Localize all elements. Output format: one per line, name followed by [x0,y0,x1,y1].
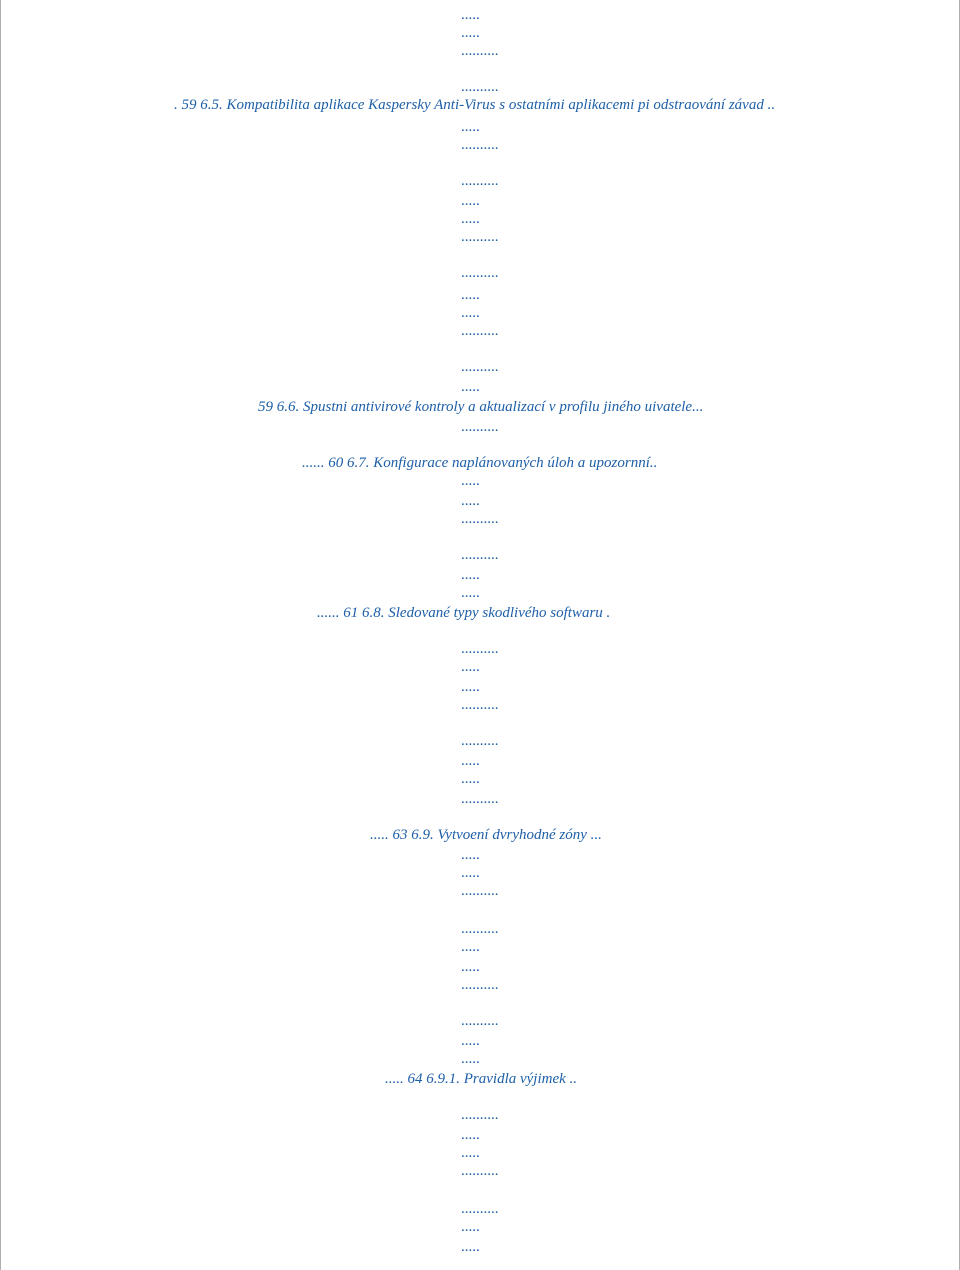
toc-entry-6-9[interactable]: ..... 63 6.9. Vytvoení dvryhodné zóny ... [370,827,602,843]
toc-entry-6-7[interactable]: ...... 60 6.7. Konfigurace naplánovaných úloh a upozornní.. [302,455,658,471]
toc-line: ..... [461,567,480,583]
toc-line: ..... [461,193,480,209]
toc-line: ..... [461,847,480,863]
toc-line: .......... [461,697,499,713]
toc-line: .......... [461,43,499,59]
toc-entry-6-5[interactable]: . 59 6.5. Kompatibilita aplikace Kaspersky Anti-Virus s ostatními aplikacemi pi odstraování závad .. [174,97,776,113]
toc-line: ..... [461,771,480,787]
toc-line: .......... [461,791,499,807]
toc-line: .......... [461,79,499,95]
toc-line: ..... [461,865,480,881]
toc-line: ..... [461,959,480,975]
toc-line: ..... [461,211,480,227]
toc-line: ..... [461,1127,480,1143]
toc-line: .......... [461,733,499,749]
toc-entry-6-8[interactable]: ...... 61 6.8. Sledované typy skodlivého softwaru . [317,605,611,621]
toc-line: ..... [461,585,480,601]
toc-line: ..... [461,305,480,321]
toc-line: ..... [461,1219,480,1235]
toc-line: .......... [461,265,499,281]
toc-line: ..... [461,379,480,395]
toc-line: .......... [461,921,499,937]
toc-line: ..... [461,1239,480,1255]
toc-line: .......... [461,1013,499,1029]
toc-line: .......... [461,883,499,899]
toc-line: .......... [461,137,499,153]
toc-line: ..... [461,287,480,303]
toc-line: ..... [461,1051,480,1067]
toc-line: ..... [461,939,480,955]
toc-line: ..... [461,753,480,769]
toc-line: .......... [461,641,499,657]
toc-line: .......... [461,977,499,993]
toc-line: .......... [461,229,499,245]
toc-line: .......... [461,359,499,375]
toc-line: .......... [461,323,499,339]
toc-line: .......... [461,419,499,435]
toc-line: ..... [461,473,480,489]
toc-line: .......... [461,1201,499,1217]
toc-line: ..... [461,7,480,23]
toc-line: .......... [461,511,499,527]
toc-line: ..... [461,659,480,675]
toc-line: ..... [461,493,480,509]
toc-line: ..... [461,1145,480,1161]
toc-line: .......... [461,547,499,563]
toc-line: .......... [461,1163,499,1179]
toc-entry-6-9-1[interactable]: ..... 64 6.9.1. Pravidla výjimek .. [385,1071,578,1087]
toc-line: ..... [461,679,480,695]
toc-line: .......... [461,1107,499,1123]
toc-line: ..... [461,119,480,135]
toc-entry-6-6[interactable]: 59 6.6. Spustni antivirové kontroly a aktualizací v profilu jiného uivatele... [258,399,704,415]
toc-line: ..... [461,25,480,41]
toc-line: ..... [461,1033,480,1049]
toc-line: .......... [461,173,499,189]
